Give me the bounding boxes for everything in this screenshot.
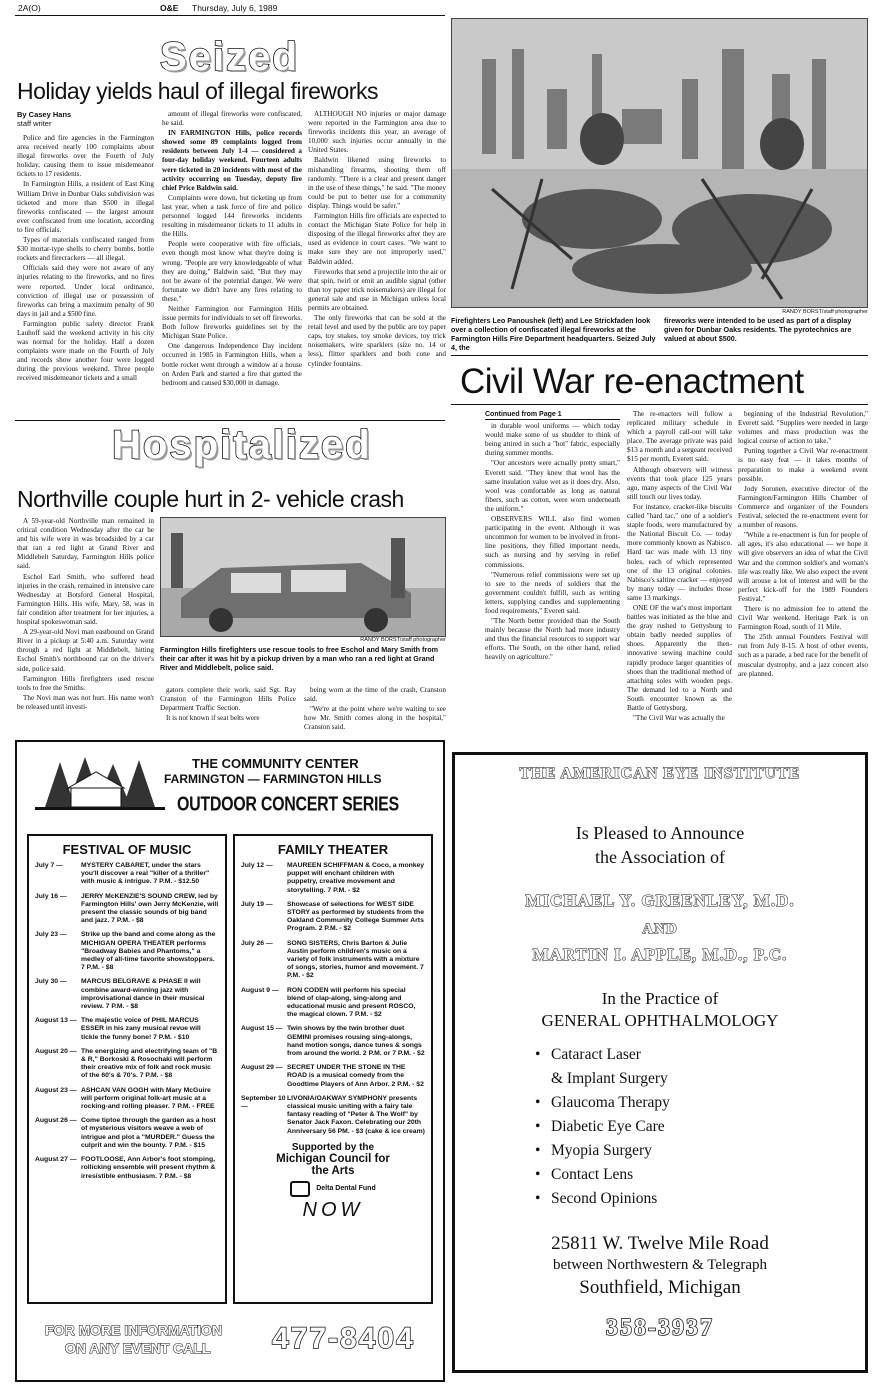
event-description: SECRET UNDER THE STONE IN THE ROAD is a musical comedy from the Goodtime Players of Ann Arbor. 2 P.M. - $2 [287,1064,424,1088]
paragraph: Neither Farmington nor Farmington Hills issue permits for individuals to set off fireworks. Both follow fireworks guidelines set by the Michigan State Police. [162,304,302,341]
caption-rule [451,355,868,356]
event-description: The energizing and electrifying team of "B & R," Borkoski & Rosochaki will perform their creative mix of folk and rock music of the 60's & 70's. 7 P.M. - $8 [81,1047,218,1080]
crash-kicker: Hospitalized [112,423,372,467]
sponsor-row [241,1181,425,1197]
event-row [35,1017,219,1042]
paragraph: Officials said they were not aware of any injuries relating to the fireworks, and no fires were reported. Under local ordinance, conviction of illegal use or possession of fireworks can bring a maximum penalty of 90 days in jail and a $500 fine. [17,264,154,318]
header-rule [15,15,445,16]
service-label: Second Opinions [551,1190,658,1207]
service-label: Diabetic Eye Care [551,1118,665,1135]
event-row [35,1087,219,1112]
fireworks-photo-image [452,19,868,308]
event-date: August 27 — [35,1156,77,1164]
service-label: & Implant Surgery [551,1070,668,1087]
paragraph: "Our ancestors were actually pretty smart," Everett said. "They knew that wool has the same insulation value wet as it does dry. Also, wool was comfortable as long as natural fibers, such as cotton, were worn underneath the uniform." [485,459,620,513]
crash-column-2 [160,686,296,724]
event-date: September 10 — [241,1094,286,1111]
eye-between: between Northwestern & Telegraph [552,1257,767,1273]
paragraph: "We're at the point where we're waiting to see how Mr. Smith comes along in the hospital," Cranston said. [304,705,446,732]
doctor-2: MARTIN I. APPLE, M.D., P.C. [532,945,788,964]
issue-date: Thursday, July 6, 1989 [192,3,278,13]
paragraph: A 29-year-old Novi man eastbound on Grand River in a pickup at 5:40 a.m. Saturday went through a red light at Middlebelt, hitting Eschol Smith's northbound car on the driver's side, police said. [17,628,154,673]
fireworks-photo [451,18,868,308]
event-description: Come tiptoe through the garden as a host of mysterious visitors weave a web of intrigue and plot a "MURDER." Guess the culprit and win the bounty. 7 P.M. - $15 [81,1117,216,1149]
paragraph: being worn at the time of the crash, Cranston said. [304,686,446,704]
fireworks-kicker: Seized [160,35,299,79]
event-description: Showcase of selections for WEST SIDE STORY as performed by students from the Oakland Community College Summer Arts Program. 2 P.M. - $2 [287,900,424,933]
eye-announce-1: Is Pleased to Announce [575,823,745,843]
event-description: The majestic voice of PHIL MARCUS ESSER in his zany musical revue will tickle the funny bone! 7 P.M. - $10 [81,1017,201,1041]
civilwar-column-2 [627,410,732,732]
trees-icon [35,752,165,812]
paragraph: OBSERVERS WILL also find women participating in the event. Although it was uncommon for women to be involved in front-line positions, they filled important needs, such as nursing and by serving in relief commissions. [485,515,620,569]
info-line-2: ON ANY EVENT CALL [65,1340,211,1356]
event-date: August 20 — [35,1047,77,1055]
paragraph: Types of materials confiscated ranged from $30 mortar-type shells to cherry bombs, bottle rockets and firecrackers — all illegal. [17,236,154,263]
now-logo: NOW [302,1198,364,1221]
service-label: Contact Lens [551,1166,634,1183]
practice-1: In the Practice of [601,989,719,1008]
bullet-icon: • [535,1118,541,1135]
paragraph: Farmington Hills firefighters used rescue tools to free the Smiths. [17,674,154,692]
event-row [241,1064,425,1089]
event-date: July 23 — [35,931,67,939]
event-row [35,862,219,887]
concert-series: OUTDOOR CONCERT SERIES [177,794,399,816]
event-row [241,862,425,895]
eye-and: AND [642,921,678,937]
event-description: MYSTERY CABARET, under the stars you'll discover a real "killer of a thriller" with music & intrigue. 7 P.M. - $12.50 [81,862,210,886]
eye-phone: 358-3937 [606,1315,714,1341]
festival-title: FESTIVAL OF MUSIC [62,842,192,857]
paragraph: The only fireworks that can be sold at the retail level and used by the public are toy paper caps, toy snakes, toy smoke devices, toy trick noisemakers, wire sparklers (size no. 14 or less), flitter sparklers and both cone and cylinder fountains. [308,314,446,368]
paragraph: People were cooperative with fire officials, even though most know what they're doing is wrong. "People are very knowledgeable of what they are doing," Baldwin said. "But they may not be aware of the potential danger. We were fortunate we didn't have any fires relating to these." [162,240,302,303]
event-description: Twin shows by the twin brother duet GEMINI promises rousing sing-alongs, hand motion songs, dance tunes & songs from around the world. 2 P.M. or 7 P.M. - $2 [287,1025,425,1058]
event-row [241,901,425,934]
bullet-icon: • [535,1166,541,1183]
paragraph: "The Civil War was actually the [633,714,725,723]
section-rule [15,420,445,421]
paragraph: The Novi man was not hurt. His name won't be released until investi- [17,693,154,711]
eye-address: 25811 W. Twelve Mile Road [551,1233,769,1254]
fireworks-byline [17,110,157,128]
event-row [35,978,219,1011]
paragraph: amount of illegal fireworks were confiscated, he said. [162,110,302,128]
paragraph: "The North better provided than the South mainly because the North had more industry and thus the financial resources to support war efforts. The South, on the other hand, relied heavily on agriculture." [485,617,620,662]
event-description: ASHCAN VAN GOGH with Mary McGuire will perform original folk-art music at a rocking-and rolling pleaser. 7 P.M. - FREE [81,1086,215,1111]
paragraph: IN FARMINGTON Hills, police records showed some 89 complaints logged from residents between July 1-4 — considered a four-day holiday weekend. Fourteen adults were ticketed in 20 incidents with most of the activity occurring on Tuesday, deputy fire chief Price Baldwin said. [162,129,302,192]
event-date: July 16 — [35,892,67,900]
event-description: SONG SISTERS, Chris Barton & Julie Austin perform children's music on a variety of folk instruments with a mixture of songs, stories, humor and movement. 7 P.M. - $2 [287,939,424,980]
concert-ad [15,740,445,1382]
crash-caption: Farmington Hills firefighters use rescue tools to free Eschol and Mary Smith from their car after it was hit by a pickup driven by a man who ran a red light at Grand River and Middlebelt, police said. [160,645,438,672]
service-item [535,1091,795,1115]
service-item [535,1115,795,1139]
service-item [535,1139,795,1163]
event-date: August 13 — [35,1017,77,1025]
crash-column-3 [304,686,446,733]
civilwar-column-3 [738,410,868,732]
paragraph: A 59-year-old Northville man remained in critical condition Wednesday after the car he and his wife were in was broadsided by a car that ran a red light at Grand River and Middlebelt Saturday, Farmington Hills police said. [17,517,154,571]
paragraph: Baldwin likened using fireworks to mishandling firearms, shooting them off randomly. "There is a clear and present danger in the use of these things," he said. "The money could be put to better use for a community display. Things would be safer." [308,156,446,210]
festival-box [27,834,227,1304]
paragraph: Farmington public safety director Frank Lauhoff said the weekend activity in his city was normal for the holiday. Half a dozen complaints were made on the Fourth of July and records show another four were logged during the previous weekend. Three people received misdemeanor tickets and a small [17,319,154,383]
crash-photo-image [161,518,446,637]
bullet-icon: • [535,1046,541,1063]
service-label: Cataract Laser [551,1046,641,1063]
paragraph: It is not known if seat belts were [166,714,260,723]
support-label: Supported by the [291,1141,375,1153]
eye-title: THE AMERICAN EYE INSTITUTE [519,765,801,782]
event-date: July 19 — [241,900,273,908]
doctor-1: MICHAEL Y. GREENLEY, M.D. [525,891,795,910]
paragraph: gators complete their work, said Sgt. Ray Cranston of the Farmington Hills Police Department Traffic Section. [160,686,296,713]
crash-headline: Northville couple hurt in 2- vehicle crash [17,486,404,512]
eye-ad [452,752,868,1373]
fireworks-column-3 [308,110,446,426]
paragraph: There is no admission fee to attend the Civil War weekend. Heritage Park is on Farmington Road, south of 11 Mile. [738,604,868,632]
event-description: LIVONIA/OAKWAY SYMPHONY presents classical music uniting with a fairy tale fantasy reading of "Peter & The Wolf" by Senator Jack Faxon. Celebrating our 20th Anniversary 56 PM. - $3 (cake & ice cream) [287,1094,425,1135]
paragraph: One dangerous Independence Day incident occurred in 1985 in Farmington Hills, when a bottle rocket went through a window at a house on Arden Park and started a fire that gutted the bedroom and caused $30,000 in damage. [162,342,302,387]
eye-city: Southfield, Michigan [579,1277,741,1298]
event-row [35,1048,219,1081]
fireworks-caption-right: fireworks were intended to be used as part of a display given for Dunbar Oaks residents. The pyrotechnics are valued at about $500. [664,316,852,343]
event-date: August 23 — [35,1086,77,1094]
continued-label: Continued from Page 1 [485,410,620,420]
event-row [241,940,425,981]
fireworks-column-1 [17,134,154,426]
event-description: MAUREEN SCHIFFMAN & Coco, a monkey puppet will enchant children with puppetry, creative movement and storytelling. 7 P.M. - $2 [287,862,425,894]
sponsor-mca: Michigan Council for the Arts [276,1152,390,1177]
service-item [535,1163,795,1187]
crash-column-1 [17,517,154,730]
service-label: Glaucoma Therapy [551,1094,670,1111]
service-label: Myopia Surgery [551,1142,652,1159]
practice-2: GENERAL OPHTHALMOLOGY [541,1011,779,1030]
concert-phone: 477-8404 [272,1322,415,1355]
paragraph: The re-enacters will follow a replicated military schedule in which a payroll call-out will take place. The average private was paid $13 a month and a sergeant received $15 per month, Everett said. [627,410,732,464]
paragraph: "While a re-enactment is fun for people of all ages, it's also educational — we hope it will give observers an idea of what the Civil War and the common soldier's and woman's life was really like. We also expect the event will arouse a lot of interest and will be the perfect kick-off for the 1989 Founders Festival." [738,531,868,603]
event-description: MARCUS BELGRAVE & PHASE II will combine award-winning jazz with improvisational dance in their musical review. 7 P.M. - $8 [81,978,205,1011]
event-date: August 26 — [35,1117,77,1125]
paragraph: Putting together a Civil War re-enactment is no easy feat — it takes months of preparation to make a weekend event possible. [738,447,868,483]
eye-announce-2: the Association of [595,847,725,867]
civilwar-column-1 [485,410,620,732]
paragraph: In Farmington Hills, a resident of East King William Drive in Dunbar Oaks subdivision was ticketed and more than $500 in illegal fireworks confiscated — the largest amount ever confiscated from one location, according to fire officials. [17,180,154,234]
info-line-1: FOR MORE INFORMATION [45,1322,223,1338]
event-description: Strike up the band and come along as the MICHIGAN OPERA THEATER performs "Broadway Babies and Phantoms," a medley of all-time favorite showstoppers. 7 P.M. - $8 [81,931,216,972]
fireworks-headline: Holiday yields haul of illegal fireworks [17,78,378,104]
event-description: JERRY McKENZIE'S SOUND CREW, led by Farmington Hills' own Jerry McKenzie, will present the classic sounds of big band and jazz. 7 P.M. - $8 [81,892,219,925]
delta-dental-logo [290,1181,310,1197]
event-date: July 30 — [35,978,67,986]
paragraph: in durable wool uniforms — which today would make some of us shudder to think of being attired in such a "hot" fabric, especially during summer months. [485,422,620,458]
paragraph: Farmington Hills fire officials are expected to contact the Michigan State Police for help in disposing of the illegal fireworks after they are used as evidence in court cases. "We want to make sure they are not improperly used," Baldwin added. [308,212,446,266]
paragraph: Complaints were down, but ticketing up from last year, when a task force of fire and police personnel logged 144 fireworks incidents resulting in misdemeanor tickets to 11 adults in the Hills. [162,193,302,239]
service-item [535,1043,795,1067]
event-row [241,1095,425,1136]
event-row [35,1156,219,1181]
civilwar-headline: Civil War re-enactment [460,362,804,401]
event-row [35,1117,219,1150]
event-description: FOOTLOOSE, Ann Arbor's foot stomping, rollicking ensemble will present rhythm & irresistible enthusiasm. 7 P.M. - $8 [81,1156,216,1180]
civilwar-rule [451,404,868,405]
event-row [35,931,219,972]
event-date: July 26 — [241,939,273,947]
concert-title-2: FARMINGTON — FARMINGTON HILLS [164,772,382,786]
paragraph: Police and fire agencies in the Farmington area received nearly 100 complaints about illegal fireworks over the Fourth of July holiday, causing them to issue misdemeanor tickets to 17 residents. [17,134,154,179]
fireworks-photo-credit: RANDY BORST/staff photographer [782,309,868,315]
event-row [241,987,425,1020]
crash-photo-credit: RANDY BORST/staff photographer [360,637,446,643]
family-list [241,862,425,1136]
paragraph: Eschol Earl Smith, who suffered head injuries in the crash, remained in intensive care Wednesday at Botsford General Hospital, Farmington Hills. His wife, Mary, 58, was in fair condition after treatment for her injuries, a hospital spokeswoman said. [17,572,154,627]
paragraph: Although observers will witness events that took place 125 years ago, many aspects of the Civil War still touch our lives today. [627,465,732,501]
paragraph: ALTHOUGH NO injuries or major damage were reported in the Farmington area due to fireworks incidents this year, an average of 10,000 such injuries occur annually in the United States. [308,110,446,155]
event-date: August 9 — [241,986,279,994]
family-box [233,834,433,1304]
event-row [35,893,219,926]
paragraph: ONE OF the war's most important battles was initiated as the blue and the gray rushed to Gettysburg to obtain badly needed supplies of shoes. Apparently the then-innovative sewing machine could rapidly produce larger quantities of shoes than the traditional method of attaching soles with wooden pegs. The demand led to a North and South encounter known as the Battle of Gettysburg. [627,603,732,712]
paragraph: beginning of the Industrial Revolution," Everett said. "Supplies were needed in large volumes and mass production was the logical course of action to take." [738,410,868,446]
page-number: 2A(O) [18,3,41,13]
event-description: RON CODEN will perform his special blend of clap-along, sing-along and educational music and present ROSCO, the magical clown. 7 P.M. - $2 [287,986,416,1019]
byline-title: staff writer [17,119,52,128]
paragraph: The 25th annual Founders Festival will run from July 8-15. A host of other events, such as a parade, a bed race for the benefit of muscular dystrophy, and a jazz concert also are planned. [738,633,868,678]
event-date: August 29 — [241,1064,283,1072]
fireworks-caption-left: Firefighters Leo Panoushek (left) and Lee Strickfaden look over a collection of confiscated illegal fireworks at the Farmington Hills Fire Department headquarters. Seized July 4, the [451,316,656,352]
concert-title-1: THE COMMUNITY CENTER [192,756,359,771]
paragraph: Jody Soronen, executive director of the Farmington/Farmington Hills Chamber of Commerce and organizer of the Founders Festival, selected the re-enactment event for a number of reasons. [738,484,868,530]
paragraph: "Numerous relief commissions were set up to see to the needs of soldiers that the government couldn't fulfill, such as writing letters, supplying candles and supplementing food requirements," Everett said. [485,570,620,615]
crash-photo [160,517,446,637]
paragraph: Fireworks that send a projectile into the air or that spin, twirl or emit an audible signal (other than toy paper trick noisemakers) are illegal for general sale and use in Michigan unless local permits are obtained. [308,267,446,312]
family-title: FAMILY THEATER [277,842,389,857]
bullet-icon: • [535,1190,541,1207]
event-date: August 15 — [241,1025,283,1033]
service-item [535,1187,795,1211]
event-date: July 7 — [35,862,63,869]
bullet-icon: • [535,1142,541,1159]
fireworks-column-2 [162,110,302,426]
festival-list [35,862,219,1181]
byline-name: By Casey Hans [17,110,72,119]
bullet-icon: • [535,1094,541,1111]
sponsor-delta: Delta Dental Fund [316,1185,376,1193]
event-row [241,1025,425,1058]
paragraph: For instance, cracker-like biscuits called "hard tac," one of a soldier's staple foods, were manufactured by the National Biscuit Co. — today more commonly known as Nabisco. Hard tac was made with 13 tiny holes, each of which represented one of the 13 original colonies. Nabisco's saltine cracker — enjoyed by many today — includes those same 13 markings. [627,502,732,602]
service-item [535,1067,795,1091]
services-list [535,1043,795,1211]
event-date: July 12 — [241,862,273,869]
paper-name: O&E [160,3,179,13]
